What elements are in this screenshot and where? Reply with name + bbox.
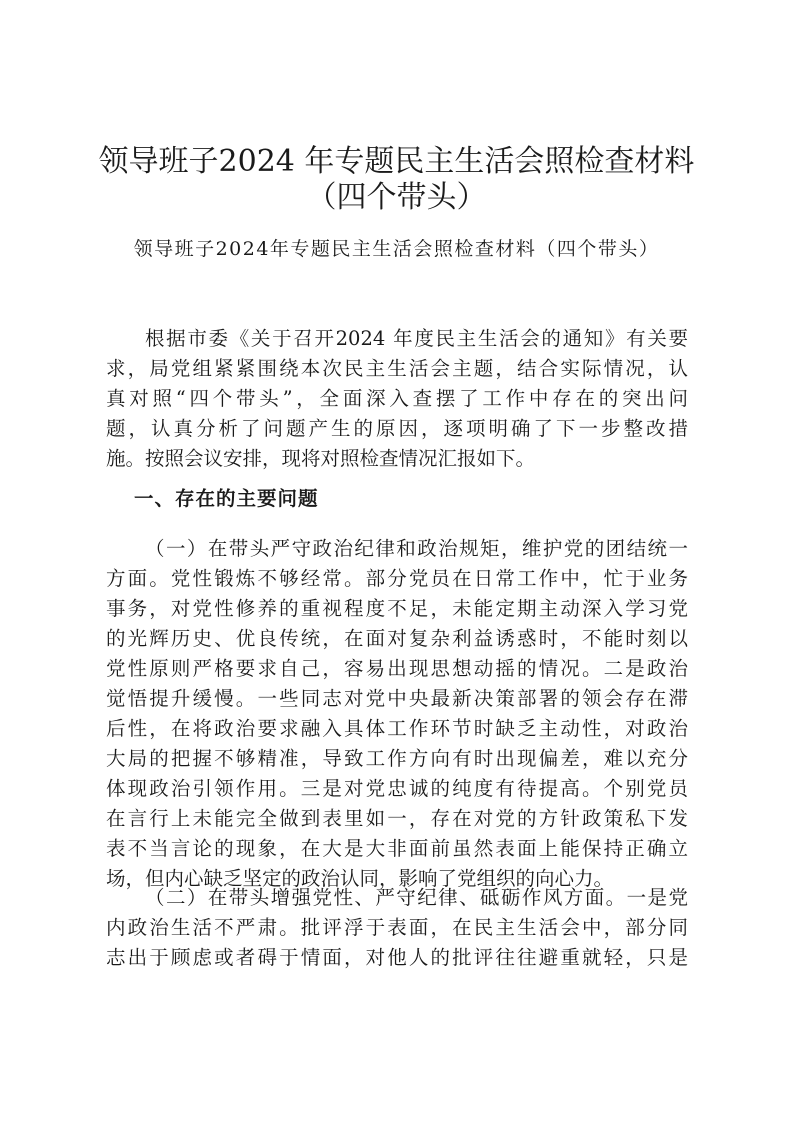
paragraph-line: 大局的把握不够精准，导致工作方向有时出现偏差，难以充分 xyxy=(106,747,688,770)
paragraph-line: 事务，对党性修养的重视程度不足，未能定期主动深入学习党 xyxy=(106,597,688,620)
paragraph-line: 志出于顾虑或者碍于情面，对他人的批评往往避重就轻，只是 xyxy=(106,946,688,969)
paragraph-line: 后性，在将政治要求融入具体工作环节时缺乏主动性，对政治 xyxy=(106,717,688,740)
paragraph-line: 场，但内心缺乏坚定的政治认同，影响了党组织的向心力。 xyxy=(106,867,614,890)
paragraph-line: 的光辉历史、优良传统，在面对复杂利益诱惑时，不能时刻以 xyxy=(106,627,688,650)
paragraph-line: 党性原则严格要求自己，容易出现思想动摇的情况。二是政治 xyxy=(106,657,688,680)
paragraph-line: 觉悟提升缓慢。一些同志对党中央最新决策部署的领会存在滞 xyxy=(106,687,688,710)
paragraph-party-spirit xyxy=(106,883,688,973)
intro-paragraph xyxy=(106,324,688,474)
paragraph-line: 表不当言论的现象，在大是大非面前虽然表面上能保持正确立 xyxy=(106,837,688,860)
intro-line: 求，局党组紧紧围绕本次民主生活会主题，结合实际情况，认 xyxy=(106,357,688,380)
paragraph-line: 方面。党性锻炼不够经常。部分党员在日常工作中，忙于业务 xyxy=(106,567,688,590)
intro-line: 施。按照会议安排，现将对照检查情况汇报如下。 xyxy=(106,447,536,470)
paragraph-line: 内政治生活不严肃。批评浮于表面，在民主生活会中，部分同 xyxy=(106,916,688,939)
document-title-line1: 领导班子2024 年专题民主生活会照检查材料 xyxy=(98,144,695,179)
paragraph-line: 在言行上未能完全做到表里如一，存在对党的方针政策私下发 xyxy=(106,807,688,830)
paragraph-line: （一）在带头严守政治纪律和政治规矩，维护党的团结统一 xyxy=(145,537,688,560)
paragraph-line: （二）在带头增强党性、严守纪律、砥砺作风方面。一是党 xyxy=(145,886,688,909)
document-subtitle: 领导班子2024年专题民主生活会照检查材料（四个带头） xyxy=(133,238,660,260)
intro-line: 根据市委《关于召开2024 年度民主生活会的通知》有关要 xyxy=(145,327,688,350)
document-title-line2: （四个带头） xyxy=(306,180,487,215)
paragraph-political-discipline xyxy=(106,534,688,894)
paragraph-line: 体现政治引领作用。三是对党忠诚的纯度有待提高。个别党员 xyxy=(106,777,688,800)
section-heading-problems: 一、存在的主要问题 xyxy=(134,487,319,510)
intro-line: 题，认真分析了问题产生的原因，逐项明确了下一步整改措 xyxy=(106,417,688,440)
intro-line: 真对照“四个带头”，全面深入查摆了工作中存在的突出问 xyxy=(106,387,688,410)
